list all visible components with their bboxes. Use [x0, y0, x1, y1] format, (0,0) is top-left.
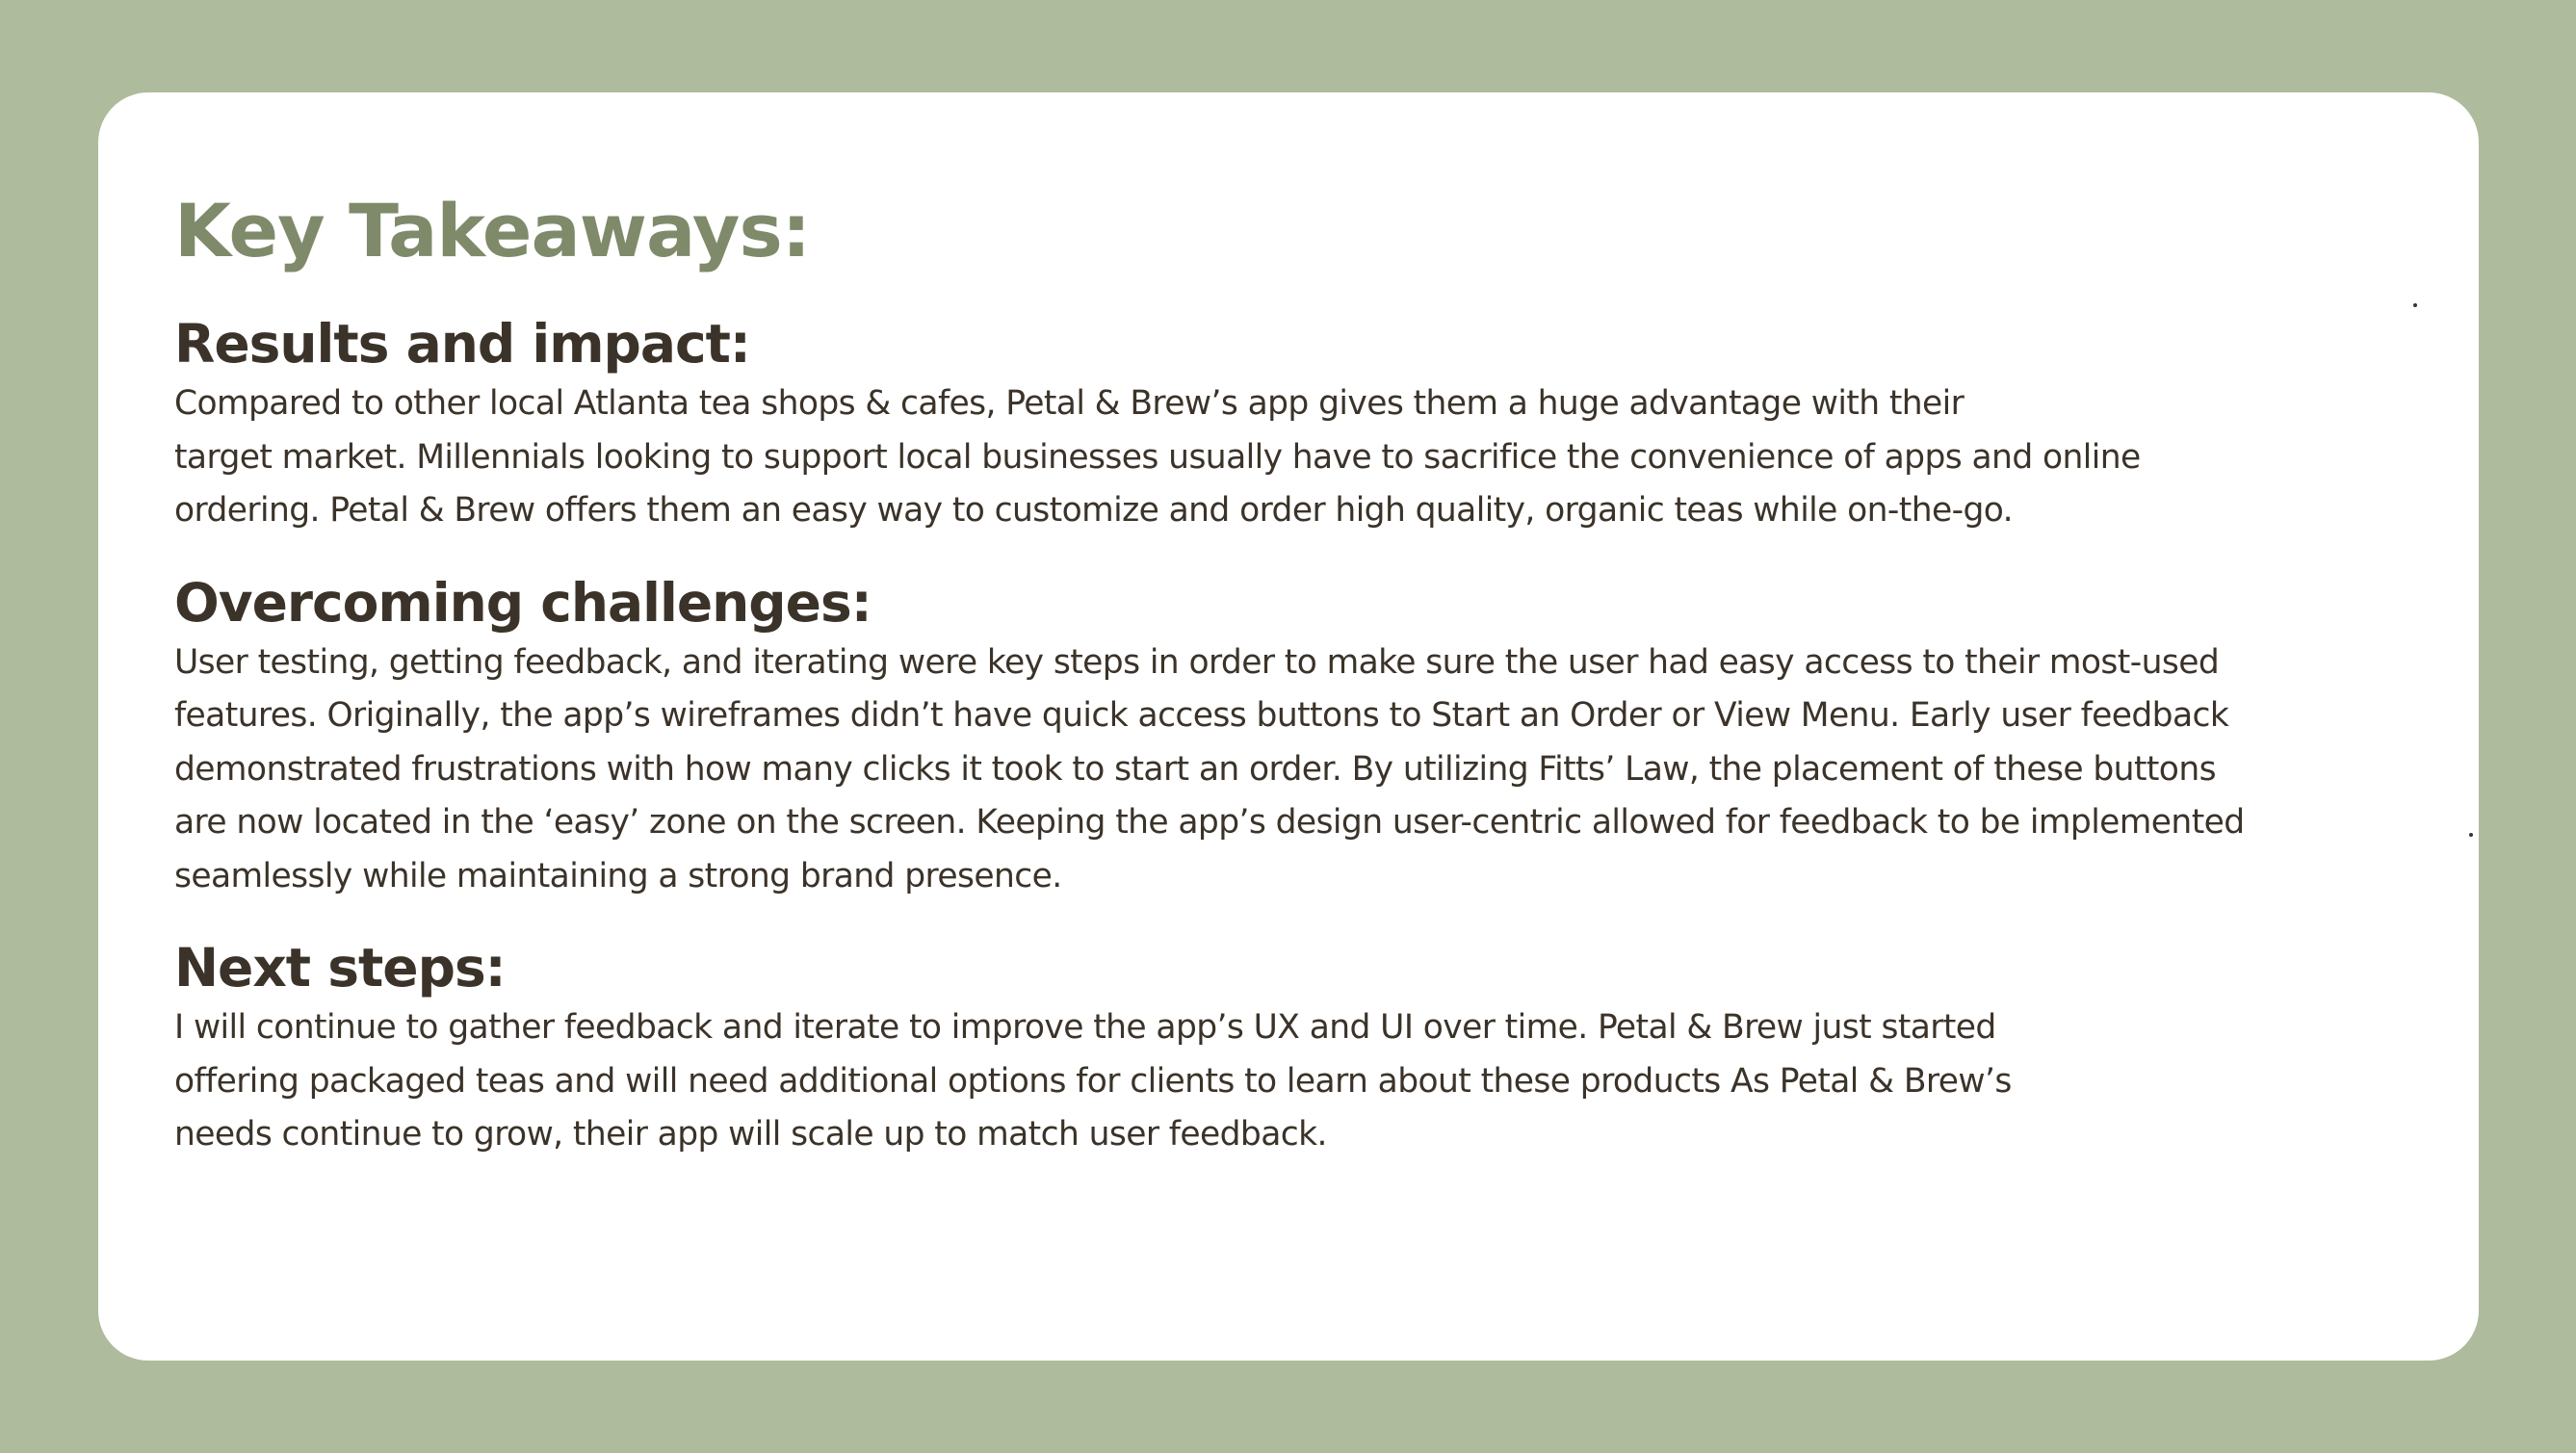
section-body	[174, 377, 2389, 538]
decorative-dot	[2469, 833, 2473, 837]
section-heading: Next steps:	[174, 937, 506, 999]
body-line: are now located in the ‘easy’ zone on the screen. Keeping the app’s design user-centric allowed for feedback to be implemented	[174, 803, 2245, 842]
section-body	[174, 636, 2389, 904]
body-line: offering packaged teas and will need additional options for clients to learn about these products As Petal & Brew’s	[174, 1061, 2012, 1101]
body-line: User testing, getting feedback, and iterating were key steps in order to make sure the user had easy access to their most-used	[174, 642, 2220, 682]
section-next-steps	[174, 934, 2389, 1162]
decorative-dot	[2413, 303, 2417, 307]
section-body	[174, 1001, 2389, 1162]
body-line: Compared to other local Atlanta tea shops & cafes, Petal & Brew’s app gives them a huge advantage with their	[174, 384, 1965, 423]
section-heading: Results and impact:	[174, 313, 750, 375]
body-line: ordering. Petal & Brew offers them an easy way to customize and order high quality, organic teas while on-the-go.	[174, 491, 2014, 530]
content-area	[174, 183, 2389, 1162]
body-line: demonstrated frustrations with how many clicks it took to start an order. By utilizing Fitts’ Law, the placement of these buttons	[174, 749, 2216, 789]
section-overcoming-challenges	[174, 569, 2389, 904]
body-line: needs continue to grow, their app will scale up to match user feedback.	[174, 1115, 1327, 1154]
section-results-and-impact	[174, 310, 2389, 538]
body-line: features. Originally, the app’s wireframes didn’t have quick access buttons to Start an Order or View Menu. Early user feedback	[174, 696, 2229, 735]
body-line: seamlessly while maintaining a strong brand presence.	[174, 856, 1062, 895]
body-line: target market. Millennials looking to support local businesses usually have to sacrifice the convenience of apps and online	[174, 437, 2141, 477]
body-line: I will continue to gather feedback and iterate to improve the app’s UX and UI over time. Petal & Brew just started	[174, 1008, 1996, 1047]
section-heading: Overcoming challenges:	[174, 571, 872, 634]
page-title: Key Takeaways:	[174, 188, 811, 273]
